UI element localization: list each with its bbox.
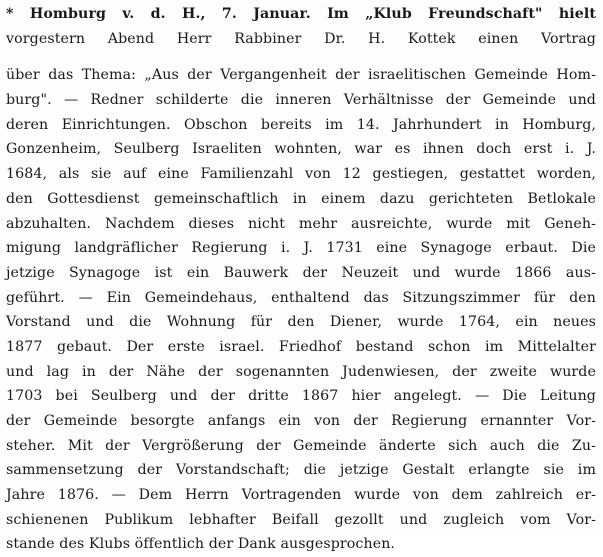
article-line: stande des Klubs öffentlich der Dank ausgesprochen. [6,536,396,553]
article-line: und lag in der Nähe der sogenannten Judenwiesen, der zweite wurde [6,363,596,380]
article-line: sammensetzung der Vorstandschaft; die jetzige Gestalt erlangte sie im [6,462,596,479]
article-line: geführt. — Ein Gemeindehaus, enthaltend das Sitzungszimmer für den [6,289,596,306]
article-line: * Homburg v. d. H., 7. Januar. Im „Klub Freundschaft" hielt [6,6,596,22]
article-line: deren Einrichtungen. Obschon bereits im 14. Jahrhundert in Homburg, [6,116,596,133]
article-line: burg". — Redner schilderte die inneren Verhältnisse der Gemeinde und [6,92,596,109]
article-line: jetzige Synagoge ist ein Bauwerk der Neuzeit und wurde 1866 aus- [6,264,596,281]
article-line: Jahre 1876. — Dem Herrn Vortragenden wurde von dem zahlreich er- [6,487,596,504]
article-line: den Gottesdienst gemeinschaftlich in einem dazu gerichteten Betlokale [6,190,596,207]
article-line: abzuhalten. Nachdem dieses nicht mehr ausreichte, wurde mit Geneh- [6,215,596,232]
article-line: steher. Mit der Vergrößerung der Gemeinde änderte sich auch die Zu- [6,437,596,454]
article-line: 1703 bei Seulberg und der dritte 1867 hier angelegt. — Die Leitung [6,388,596,405]
article-line: Gonzenheim, Seulberg Israeliten wohnten, war es ihnen doch erst i. J. [6,141,596,158]
article-line: Vorstand und die Wohnung für den Diener, wurde 1764, ein neues [6,314,596,331]
article-line: schienenen Publikum lebhafter Beifall gezollt und zugleich vom Vor- [6,511,596,528]
article-line: migung landgräflicher Regierung i. J. 1731 eine Synagoge erbaut. Die [6,240,596,257]
article-line: über das Thema: „Aus der Vergangenheit der israelitischen Gemeinde Hom- [6,67,596,84]
article-line: vorgestern Abend Herr Rabbiner Dr. H. Kottek einen Vortrag [6,30,596,47]
article-line: der Gemeinde besorgte anfangs ein von der Regierung ernannter Vor- [6,413,596,429]
article-text [6,2,596,557]
article-line: 1877 gebaut. Der erste israel. Friedhof bestand schon im Mittelalter [6,338,596,355]
article-line: 1684, als sie auf eine Familienzahl von 12 gestiegen, gestattet worden, [6,166,596,183]
